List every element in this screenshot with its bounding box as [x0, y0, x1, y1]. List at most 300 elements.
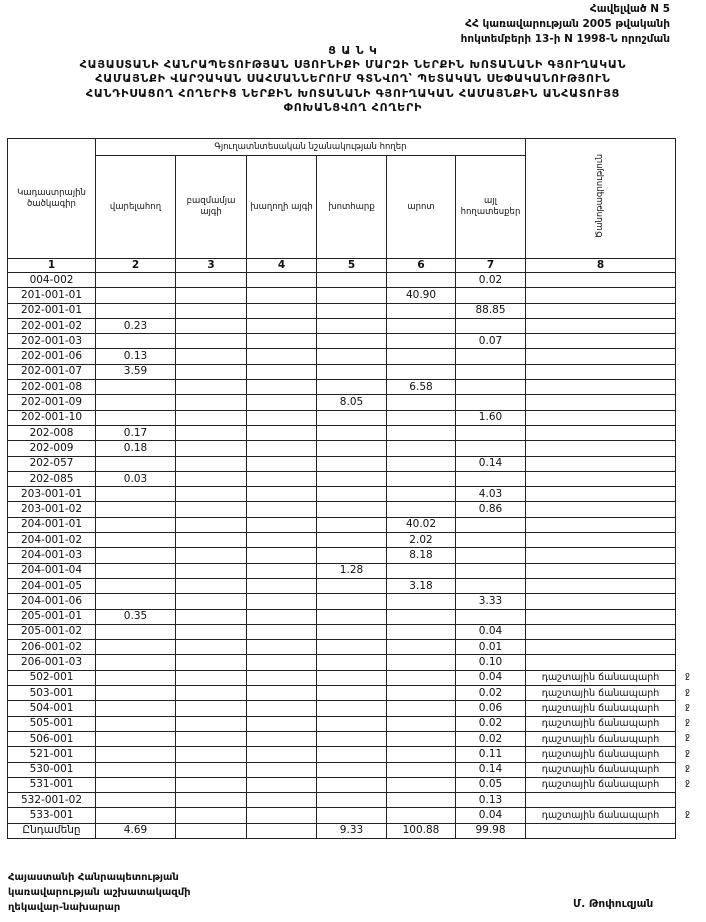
note-value: դաշտային ճանապարհ [526, 777, 676, 792]
perennial-value [176, 471, 247, 486]
pasture-value [387, 349, 456, 364]
note-value [526, 349, 676, 364]
perennial-value [176, 349, 247, 364]
other-value: 0.10 [456, 655, 526, 670]
other-value [456, 441, 526, 456]
arable-value [96, 793, 176, 808]
table-row [8, 288, 676, 303]
note-overflow-fragment: ջ [685, 686, 691, 697]
cadastral-code: 202-001-02 [8, 318, 96, 333]
vineyard-value [247, 686, 317, 701]
note-value [526, 288, 676, 303]
note-value: դաշտային ճանապարհ [526, 716, 676, 731]
footer-line-2: կառավարության աշխատակազմի [8, 887, 191, 898]
perennial-value [176, 364, 247, 379]
pasture-value [387, 441, 456, 456]
perennial-value [176, 318, 247, 333]
arable-value [96, 487, 176, 502]
col-number: 4 [247, 259, 317, 273]
appendix-decision-line: ՀՀ կառավարության 2005 թվականի [465, 18, 670, 30]
vineyard-value [247, 303, 317, 318]
arable-value [96, 762, 176, 777]
perennial-value [176, 762, 247, 777]
pasture-value [387, 808, 456, 823]
table-body [8, 273, 676, 824]
note-overflow-fragment: ջ [685, 747, 691, 758]
vineyard-value [247, 716, 317, 731]
vineyard-value [247, 563, 317, 578]
footer-line-1: Հայաստանի Հանրապետության [8, 872, 179, 883]
cadastral-code: 202-001-10 [8, 410, 96, 425]
vineyard-value [247, 533, 317, 548]
total-label: Ընդամենը [8, 823, 96, 838]
vineyard-value [247, 441, 317, 456]
table-row [8, 364, 676, 379]
perennial-value [176, 303, 247, 318]
other-value [456, 563, 526, 578]
arable-value [96, 288, 176, 303]
pasture-value [387, 318, 456, 333]
vineyard-value [247, 670, 317, 685]
table-row [8, 548, 676, 563]
table-row [8, 731, 676, 746]
note-value [526, 273, 676, 288]
perennial-value [176, 670, 247, 685]
note-value [526, 640, 676, 655]
col-number: 8 [526, 259, 676, 273]
total-other: 99.98 [456, 823, 526, 838]
vineyard-value [247, 594, 317, 609]
perennial-value [176, 410, 247, 425]
total-hayfield: 9.33 [317, 823, 387, 838]
other-value: 0.14 [456, 456, 526, 471]
vineyard-value [247, 456, 317, 471]
arable-value: 0.17 [96, 425, 176, 440]
cadastral-code: 204-001-04 [8, 563, 96, 578]
table-row [8, 762, 676, 777]
pasture-value [387, 334, 456, 349]
appendix-date-line: հոկտեմբերի 13-ի N 1998-Ն որոշման [460, 33, 670, 45]
other-value [456, 288, 526, 303]
other-value [456, 609, 526, 624]
col-header-other: այլ հողատեսքեր [456, 156, 526, 259]
footer-line-3: ղեկավար-նախարար [8, 902, 121, 913]
title-line-2: ՀԱՅԱՍՏԱՆԻ ՀԱՆՐԱՊԵՏՈՒԹՅԱՆ ՍՅՈՒՆԻՔԻ ՄԱՐԶԻ ՆԵՐՔԻՆ ԽՈՏԱՆԱՆԻ ԳՅՈՒՂԱԿԱՆ [79, 58, 627, 72]
cadastral-code: 206-001-02 [8, 640, 96, 655]
hayfield-value [317, 533, 387, 548]
cadastral-code: 205-001-02 [8, 624, 96, 639]
vineyard-value [247, 609, 317, 624]
arable-value [96, 594, 176, 609]
other-value: 0.07 [456, 334, 526, 349]
total-row [8, 823, 676, 838]
document-title [0, 44, 706, 115]
perennial-value [176, 624, 247, 639]
hayfield-value [317, 456, 387, 471]
table-row [8, 655, 676, 670]
pasture-value [387, 395, 456, 410]
table-row [8, 640, 676, 655]
appendix-header [370, 2, 670, 47]
vineyard-value [247, 701, 317, 716]
note-overflow-fragment: ջ [685, 732, 691, 743]
hayfield-value [317, 410, 387, 425]
table-row [8, 517, 676, 532]
arable-value [96, 777, 176, 792]
perennial-value [176, 441, 247, 456]
note-value [526, 441, 676, 456]
other-value: 0.02 [456, 686, 526, 701]
note-value [526, 502, 676, 517]
hayfield-value [317, 762, 387, 777]
hayfield-value [317, 716, 387, 731]
pasture-value [387, 762, 456, 777]
signature-name: Մ. Թոփուզյան [573, 898, 654, 910]
arable-value [96, 808, 176, 823]
hayfield-value [317, 548, 387, 563]
vineyard-value [247, 793, 317, 808]
hayfield-value [317, 288, 387, 303]
note-value [526, 655, 676, 670]
pasture-value [387, 563, 456, 578]
total-vineyard [247, 823, 317, 838]
other-value: 0.04 [456, 624, 526, 639]
vineyard-value [247, 578, 317, 593]
total-note [526, 823, 676, 838]
perennial-value [176, 686, 247, 701]
cadastral-code: 533-001 [8, 808, 96, 823]
vineyard-value [247, 624, 317, 639]
hayfield-value [317, 609, 387, 624]
cadastral-code: 202-001-06 [8, 349, 96, 364]
col-number: 5 [317, 259, 387, 273]
hayfield-value [317, 425, 387, 440]
pasture-value: 8.18 [387, 548, 456, 563]
other-value [456, 548, 526, 563]
hayfield-value: 8.05 [317, 395, 387, 410]
note-value [526, 471, 676, 486]
note-value [526, 334, 676, 349]
title-line-4: ՀԱՆԴԻՍԱՑՈՂ ՀՈՂԵՐԻՑ ՆԵՐՔԻՆ ԽՈՏԱՆԱՆԻ ԳՅՈՒՂԱԿԱՆ ՀԱՄԱՅՆՔԻՆ ԱՆՀԱՏՈՒՅՑ [85, 86, 621, 100]
pasture-value [387, 747, 456, 762]
total-arable: 4.69 [96, 823, 176, 838]
table-row [8, 334, 676, 349]
arable-value [96, 502, 176, 517]
other-value: 0.14 [456, 762, 526, 777]
other-value: 0.02 [456, 273, 526, 288]
table-row [8, 563, 676, 578]
pasture-value: 6.58 [387, 380, 456, 395]
other-value: 0.13 [456, 793, 526, 808]
title-line-3: ՀԱՄԱՅՆՔԻ ՎԱՐՉԱԿԱՆ ՍԱՀՄԱՆՆԵՐՈՒՄ ԳՏՆՎՈՂ՝ ՊԵՏԱԿԱՆ ՍԵՓԱԿԱՆՈՒԹՅՈՒՆ [95, 72, 611, 86]
table-row [8, 410, 676, 425]
cadastral-code: 204-001-01 [8, 517, 96, 532]
cadastral-code: 506-001 [8, 731, 96, 746]
arable-value [96, 701, 176, 716]
note-value [526, 548, 676, 563]
note-value [526, 594, 676, 609]
arable-value [96, 640, 176, 655]
note-value [526, 517, 676, 532]
note-value [526, 456, 676, 471]
table-row [8, 471, 676, 486]
pasture-value: 40.02 [387, 517, 456, 532]
hayfield-value [317, 686, 387, 701]
pasture-value [387, 731, 456, 746]
note-overflow-fragment: ջ [685, 808, 691, 819]
hayfield-value [317, 655, 387, 670]
table-row [8, 609, 676, 624]
cadastral-code: 202-085 [8, 471, 96, 486]
cadastral-code: 202-001-01 [8, 303, 96, 318]
other-value: 0.02 [456, 716, 526, 731]
note-value [526, 563, 676, 578]
table-row [8, 747, 676, 762]
vineyard-value [247, 395, 317, 410]
table-row [8, 303, 676, 318]
other-value [456, 380, 526, 395]
arable-value [96, 686, 176, 701]
pasture-value [387, 793, 456, 808]
pasture-value [387, 425, 456, 440]
perennial-value [176, 533, 247, 548]
vineyard-value [247, 487, 317, 502]
perennial-value [176, 701, 247, 716]
hayfield-value [317, 441, 387, 456]
arable-value [96, 624, 176, 639]
table-row [8, 594, 676, 609]
table-row [8, 441, 676, 456]
note-value [526, 487, 676, 502]
hayfield-value [317, 731, 387, 746]
perennial-value [176, 655, 247, 670]
pasture-value [387, 777, 456, 792]
other-value [456, 425, 526, 440]
note-value [526, 410, 676, 425]
cadastral-code: 206-001-03 [8, 655, 96, 670]
cadastral-code: 202-001-07 [8, 364, 96, 379]
vineyard-value [247, 517, 317, 532]
note-value: դաշտային ճանապարհ [526, 747, 676, 762]
pasture-value [387, 364, 456, 379]
column-number-row [8, 259, 676, 273]
cadastral-code: 205-001-01 [8, 609, 96, 624]
pasture-value: 40.90 [387, 288, 456, 303]
other-value: 0.06 [456, 701, 526, 716]
vineyard-value [247, 364, 317, 379]
cadastral-code: 204-001-03 [8, 548, 96, 563]
appendix-number: Հավելված N 5 [589, 3, 670, 15]
arable-value [96, 563, 176, 578]
arable-value: 0.23 [96, 318, 176, 333]
other-value: 0.01 [456, 640, 526, 655]
perennial-value [176, 777, 247, 792]
pasture-value [387, 716, 456, 731]
table-row [8, 456, 676, 471]
note-value [526, 533, 676, 548]
hayfield-value [317, 517, 387, 532]
pasture-value [387, 303, 456, 318]
vineyard-value [247, 318, 317, 333]
arable-value: 0.03 [96, 471, 176, 486]
pasture-value [387, 701, 456, 716]
perennial-value [176, 548, 247, 563]
table-row [8, 777, 676, 792]
note-value [526, 624, 676, 639]
hayfield-value [317, 318, 387, 333]
cadastral-code: 530-001 [8, 762, 96, 777]
perennial-value [176, 273, 247, 288]
cadastral-code: 203-001-02 [8, 502, 96, 517]
cadastral-code: 504-001 [8, 701, 96, 716]
arable-value [96, 273, 176, 288]
hayfield-value [317, 701, 387, 716]
note-overflow-fragment: ջ [685, 671, 691, 682]
other-value [456, 395, 526, 410]
other-value: 3.33 [456, 594, 526, 609]
note-value [526, 364, 676, 379]
col-header-perennial: բազմամյա այգի [176, 156, 247, 259]
vineyard-value [247, 731, 317, 746]
table-row [8, 487, 676, 502]
note-value [526, 380, 676, 395]
table-row [8, 318, 676, 333]
perennial-value [176, 395, 247, 410]
perennial-value [176, 425, 247, 440]
cadastral-code: 202-001-08 [8, 380, 96, 395]
note-value [526, 609, 676, 624]
note-value: դաշտային ճանապարհ [526, 808, 676, 823]
arable-value [96, 456, 176, 471]
agri-group-header: Գյուղատնտեսական նշանակության հողեր [96, 139, 526, 156]
vineyard-value [247, 425, 317, 440]
cadastral-code: 531-001 [8, 777, 96, 792]
cadastral-code: 004-002 [8, 273, 96, 288]
vineyard-value [247, 273, 317, 288]
perennial-value [176, 502, 247, 517]
vineyard-value [247, 288, 317, 303]
note-value [526, 303, 676, 318]
table-row [8, 670, 676, 685]
col-number: 7 [456, 259, 526, 273]
arable-value [96, 578, 176, 593]
perennial-value [176, 793, 247, 808]
arable-value [96, 731, 176, 746]
total-perennial [176, 823, 247, 838]
pasture-value [387, 640, 456, 655]
title-line-5: ՓՈԽԱՆՑՎՈՂ ՀՈՂԵՐԻ [283, 100, 423, 114]
title-list-word: Ց Ա Ն Կ [328, 44, 378, 57]
pasture-value [387, 487, 456, 502]
note-value: դաշտային ճանապարհ [526, 731, 676, 746]
pasture-value [387, 624, 456, 639]
pasture-value [387, 655, 456, 670]
cadastral-code: 521-001 [8, 747, 96, 762]
vineyard-value [247, 655, 317, 670]
hayfield-value [317, 594, 387, 609]
arable-value [96, 410, 176, 425]
table-row [8, 349, 676, 364]
cadastral-code: 204-001-06 [8, 594, 96, 609]
other-value: 0.86 [456, 502, 526, 517]
other-value: 1.60 [456, 410, 526, 425]
perennial-value [176, 578, 247, 593]
footer-signatory [8, 870, 191, 915]
note-value [526, 318, 676, 333]
vineyard-value [247, 334, 317, 349]
note-value: դաշտային ճանապարհ [526, 701, 676, 716]
hayfield-value [317, 747, 387, 762]
other-value [456, 318, 526, 333]
other-value: 0.02 [456, 731, 526, 746]
pasture-value [387, 594, 456, 609]
hayfield-value [317, 471, 387, 486]
perennial-value [176, 716, 247, 731]
hayfield-value: 1.28 [317, 563, 387, 578]
pasture-value [387, 609, 456, 624]
table-row [8, 395, 676, 410]
arable-value [96, 334, 176, 349]
arable-value [96, 716, 176, 731]
hayfield-value [317, 777, 387, 792]
cadastral-code: 201-001-01 [8, 288, 96, 303]
perennial-value [176, 288, 247, 303]
cadastral-code: 202-009 [8, 441, 96, 456]
perennial-value [176, 334, 247, 349]
table-row [8, 533, 676, 548]
arable-value [96, 670, 176, 685]
vineyard-value [247, 471, 317, 486]
vineyard-value [247, 548, 317, 563]
note-overflow-fragment: ջ [685, 763, 691, 773]
vineyard-value [247, 762, 317, 777]
pasture-value [387, 410, 456, 425]
total-pasture: 100.88 [387, 823, 456, 838]
note-value [526, 395, 676, 410]
perennial-value [176, 640, 247, 655]
perennial-value [176, 594, 247, 609]
arable-value: 0.35 [96, 609, 176, 624]
cadastral-code: 202-001-09 [8, 395, 96, 410]
table-row [8, 425, 676, 440]
cadastral-code: 202-008 [8, 425, 96, 440]
note-value [526, 425, 676, 440]
vineyard-value [247, 380, 317, 395]
arable-value [96, 747, 176, 762]
col1-header: Կադաստրային ծածկագիր [8, 139, 96, 259]
col-header-hayfield: խոտհարք [317, 156, 387, 259]
table-row [8, 793, 676, 808]
note-overflow-fragment: ջ [685, 701, 691, 712]
col-number: 1 [8, 259, 96, 273]
note-value: դաշտային ճանապարհ [526, 670, 676, 685]
col-number: 3 [176, 259, 247, 273]
note-value: դաշտային ճանապարհ [526, 686, 676, 701]
perennial-value [176, 808, 247, 823]
other-value: 4.03 [456, 487, 526, 502]
other-value [456, 517, 526, 532]
cadastral-code: 202-001-03 [8, 334, 96, 349]
perennial-value [176, 731, 247, 746]
col-header-vineyard: խաղողի այգի [247, 156, 317, 259]
other-value: 88.85 [456, 303, 526, 318]
perennial-value [176, 747, 247, 762]
cadastral-code: 532-001-02 [8, 793, 96, 808]
other-value: 0.04 [456, 808, 526, 823]
col-number: 2 [96, 259, 176, 273]
hayfield-value [317, 303, 387, 318]
hayfield-value [317, 349, 387, 364]
